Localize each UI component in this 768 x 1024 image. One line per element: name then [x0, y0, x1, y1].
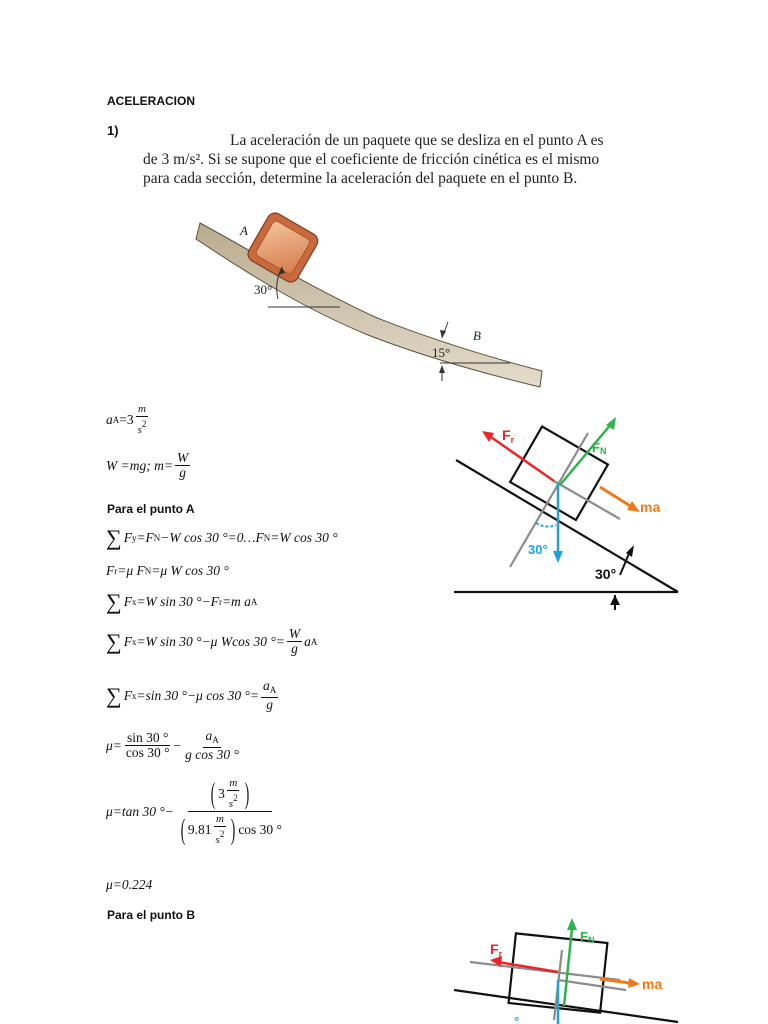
label-a: A [240, 223, 248, 238]
base-angle-label: 30° [595, 566, 617, 582]
problem-number: 1) [107, 123, 119, 138]
eq-sum-fx-1: ∑ F x =W sin 30 °−F r =m a A [106, 589, 258, 614]
angle-b-label: 15° [432, 345, 451, 360]
ma-label-b: ma [642, 976, 663, 992]
incline-figure [190, 195, 550, 395]
fr-label: $F_r$ [502, 427, 515, 445]
ma-label: ma [640, 499, 661, 515]
eq-weight-mass: W =mg; m= $\frac{W}{g}$ [106, 450, 189, 480]
eq-mu-substituted: μ=tan 30 °− ( 3 $\frac{m}{s^2}$ ) ( 9.81 $\frac{m}{s^2}$ ) cos 30 ° [106, 776, 282, 846]
label-b: B [473, 328, 481, 343]
ma-arrow-b [600, 979, 630, 983]
document-heading: ACELERACION [107, 94, 196, 108]
angle-a-label: 30° [254, 282, 273, 297]
section-point-a: Para el punto A [107, 502, 195, 516]
problem-line-3: para cada sección, determine la aceleración del paquete en el punto B. [143, 170, 578, 187]
free-body-diagram-a [450, 415, 690, 615]
slope-surface [196, 223, 542, 387]
eq-acceleration-a: a A =3 $\frac{m}{s^2}$ [106, 403, 147, 436]
problem-line-1: La aceleración de un paquete que se desliza en el punto A es [230, 132, 604, 149]
eq-sum-fx-3: ∑ F x =sin 30 °−μ cos 30 °= $\frac{a_A}{g}$ [106, 678, 277, 712]
fr-label-b: $F_r$ [490, 941, 503, 959]
problem-line-2: de 3 m/s². Si se supone que el coeficiente de fricción cinética es el mismo [143, 151, 600, 168]
friction-force-arrow [488, 435, 554, 481]
eq-friction: F r =μ F N =μ W cos 30 ° [106, 563, 229, 578]
fn-label: FN [592, 440, 607, 456]
inner-angle-label-b: ° [514, 1014, 520, 1024]
fn-label-b: FN [580, 929, 595, 945]
ma-arrow [600, 487, 632, 507]
eq-mu-expression: μ= $\frac{\sin 30 ^\circ}{\cos 30 ^\circ}$ − $\frac{a_A}{\text{g cos 30 °}}$ [106, 728, 239, 762]
eq-mu-result: μ=0.224 [106, 877, 153, 892]
inner-angle-label: 30° [528, 542, 548, 557]
section-point-b: Para el punto B [107, 908, 196, 922]
free-body-diagram-b [450, 910, 690, 1024]
eq-sum-fx-2: ∑ F x =W sin 30 °−μ Wcos 30 °= $\frac{W}{g}$ a A [106, 626, 318, 656]
eq-sum-fy: ∑ F y =F N −W cos 30 °=0…F N =W cos 30 ° [106, 525, 338, 550]
